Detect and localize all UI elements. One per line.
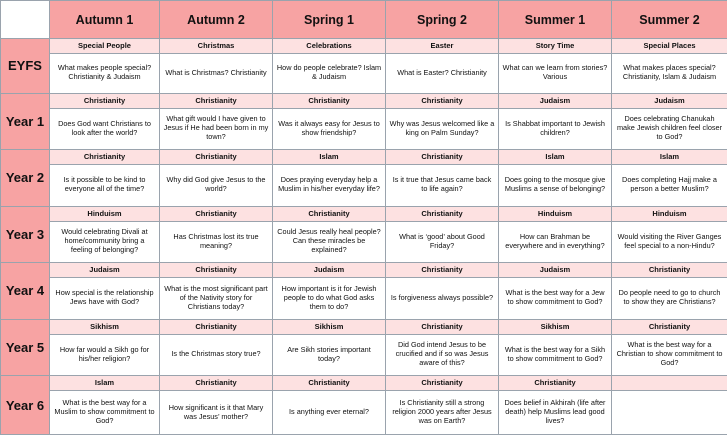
topic-cell: Islam: [499, 150, 612, 165]
year-label: Year 1: [1, 93, 50, 150]
question-cell: Is anything ever eternal?: [273, 391, 386, 435]
topic-cell: Christianity: [273, 93, 386, 108]
topic-row: [1, 206, 727, 221]
topic-cell: Christianity: [50, 93, 160, 108]
question-cell: What is the best way for a Muslim to show commitment to God?: [50, 391, 160, 435]
question-cell: How important is it for Jewish people to do what God asks them to do?: [273, 278, 386, 320]
question-cell: What is the best way for a Christian to show commitment to God?: [612, 334, 727, 376]
question-row: [1, 278, 727, 320]
question-cell: Is the Christmas story true?: [160, 334, 273, 376]
question-cell: Is Shabbat important to Jewish children?: [499, 108, 612, 150]
topic-cell: Celebrations: [273, 39, 386, 54]
topic-cell: Christianity: [386, 206, 499, 221]
topic-cell: Sikhism: [499, 319, 612, 334]
year-label: EYFS: [1, 39, 50, 94]
topic-row: [1, 93, 727, 108]
question-row: [1, 108, 727, 150]
topic-row: [1, 263, 727, 278]
topic-cell: Christmas: [160, 39, 273, 54]
question-cell: Does going to the mosque give Muslims a sense of belonging?: [499, 165, 612, 207]
question-cell: What gift would I have given to Jesus if He had been born in my town?: [160, 108, 273, 150]
question-cell: How far would a Sikh go for his/her religion?: [50, 334, 160, 376]
topic-row: [1, 39, 727, 54]
question-cell: Would visiting the River Ganges feel special to a non-Hindu?: [612, 221, 727, 263]
question-cell: What is the most significant part of the Nativity story for Christians today?: [160, 278, 273, 320]
question-cell: Does God want Christians to look after the world?: [50, 108, 160, 150]
question-cell: Does celebrating Chanukah make Jewish children feel closer to God?: [612, 108, 727, 150]
question-cell: Is it true that Jesus came back to life again?: [386, 165, 499, 207]
question-cell: Are Sikh stories important today?: [273, 334, 386, 376]
question-cell: Is it possible to be kind to everyone all of the time?: [50, 165, 160, 207]
question-row: [1, 334, 727, 376]
topic-cell: Story Time: [499, 39, 612, 54]
topic-cell: Christianity: [160, 93, 273, 108]
topic-cell: Judaism: [50, 263, 160, 278]
term-header: Spring 1: [273, 1, 386, 39]
term-header: Summer 2: [612, 1, 727, 39]
term-header: Autumn 2: [160, 1, 273, 39]
question-cell: What makes places special? Christianity, Islam & Judaism: [612, 54, 727, 94]
topic-cell: Hinduism: [612, 206, 727, 221]
question-cell: Could Jesus really heal people? Can these miracles be explained?: [273, 221, 386, 263]
topic-cell: Islam: [612, 150, 727, 165]
year-label: Year 6: [1, 376, 50, 435]
term-header: Autumn 1: [50, 1, 160, 39]
question-cell: What is ‘good’ about Good Friday?: [386, 221, 499, 263]
topic-cell: Sikhism: [273, 319, 386, 334]
question-cell: How can Brahman be everywhere and in everything?: [499, 221, 612, 263]
corner-cell: [1, 1, 50, 39]
topic-cell: Hinduism: [499, 206, 612, 221]
term-header: Summer 1: [499, 1, 612, 39]
year-label: Year 2: [1, 150, 50, 207]
topic-cell: [612, 376, 727, 391]
question-cell: Is forgiveness always possible?: [386, 278, 499, 320]
topic-cell: Christianity: [160, 206, 273, 221]
year-label: Year 3: [1, 206, 50, 263]
question-cell: Is Christianity still a strong religion 2000 years after Jesus was on Earth?: [386, 391, 499, 435]
topic-cell: Easter: [386, 39, 499, 54]
question-cell: What makes people special? Christianity & Judaism: [50, 54, 160, 94]
question-row: [1, 54, 727, 94]
topic-cell: Christianity: [612, 319, 727, 334]
topic-cell: Christianity: [160, 319, 273, 334]
question-cell: How significant is it that Mary was Jesus’ mother?: [160, 391, 273, 435]
topic-cell: Christianity: [499, 376, 612, 391]
question-cell: How do people celebrate? Islam & Judaism: [273, 54, 386, 94]
topic-cell: Christianity: [160, 263, 273, 278]
topic-cell: Christianity: [386, 376, 499, 391]
topic-cell: Sikhism: [50, 319, 160, 334]
question-cell: Has Christmas lost its true meaning?: [160, 221, 273, 263]
question-cell: What is the best way for a Sikh to show commitment to God?: [499, 334, 612, 376]
question-cell: Was it always easy for Jesus to show friendship?: [273, 108, 386, 150]
question-cell: Did God intend Jesus to be crucified and if so was Jesus aware of this?: [386, 334, 499, 376]
topic-row: [1, 150, 727, 165]
question-cell: Why did God give Jesus to the world?: [160, 165, 273, 207]
topic-cell: Judaism: [499, 263, 612, 278]
question-row: [1, 391, 727, 435]
topic-row: [1, 376, 727, 391]
topic-cell: Judaism: [273, 263, 386, 278]
question-cell: What can we learn from stories? Various: [499, 54, 612, 94]
question-row: [1, 221, 727, 263]
topic-cell: Christianity: [273, 376, 386, 391]
topic-cell: Christianity: [160, 150, 273, 165]
year-label: Year 5: [1, 319, 50, 376]
question-cell: Does praying everyday help a Muslim in his/her everyday life?: [273, 165, 386, 207]
question-cell: What is Christmas? Christianity: [160, 54, 273, 94]
question-cell: Does completing Hajj make a person a better Muslim?: [612, 165, 727, 207]
term-header-row: [1, 1, 727, 39]
topic-cell: Christianity: [386, 319, 499, 334]
question-cell: Does belief in Akhirah (life after death) help Muslims lead good lives?: [499, 391, 612, 435]
topic-cell: Special Places: [612, 39, 727, 54]
question-cell: Why was Jesus welcomed like a king on Palm Sunday?: [386, 108, 499, 150]
question-cell: What is Easter? Christianity: [386, 54, 499, 94]
question-cell: How special is the relationship Jews have with God?: [50, 278, 160, 320]
topic-cell: Christianity: [386, 263, 499, 278]
topic-row: [1, 319, 727, 334]
year-label: Year 4: [1, 263, 50, 320]
question-cell: [612, 391, 727, 435]
topic-cell: Christianity: [50, 150, 160, 165]
topic-cell: Islam: [273, 150, 386, 165]
question-row: [1, 165, 727, 207]
topic-cell: Special People: [50, 39, 160, 54]
topic-cell: Judaism: [612, 93, 727, 108]
question-cell: What is the best way for a Jew to show commitment to God?: [499, 278, 612, 320]
topic-cell: Christianity: [160, 376, 273, 391]
topic-cell: Hinduism: [50, 206, 160, 221]
topic-cell: Judaism: [499, 93, 612, 108]
topic-cell: Christianity: [273, 206, 386, 221]
topic-cell: Islam: [50, 376, 160, 391]
question-cell: Do people need to go to church to show they are Christians?: [612, 278, 727, 320]
question-cell: Would celebrating Divali at home/community bring a feeling of belonging?: [50, 221, 160, 263]
topic-cell: Christianity: [612, 263, 727, 278]
topic-cell: Christianity: [386, 150, 499, 165]
topic-cell: Christianity: [386, 93, 499, 108]
term-header: Spring 2: [386, 1, 499, 39]
